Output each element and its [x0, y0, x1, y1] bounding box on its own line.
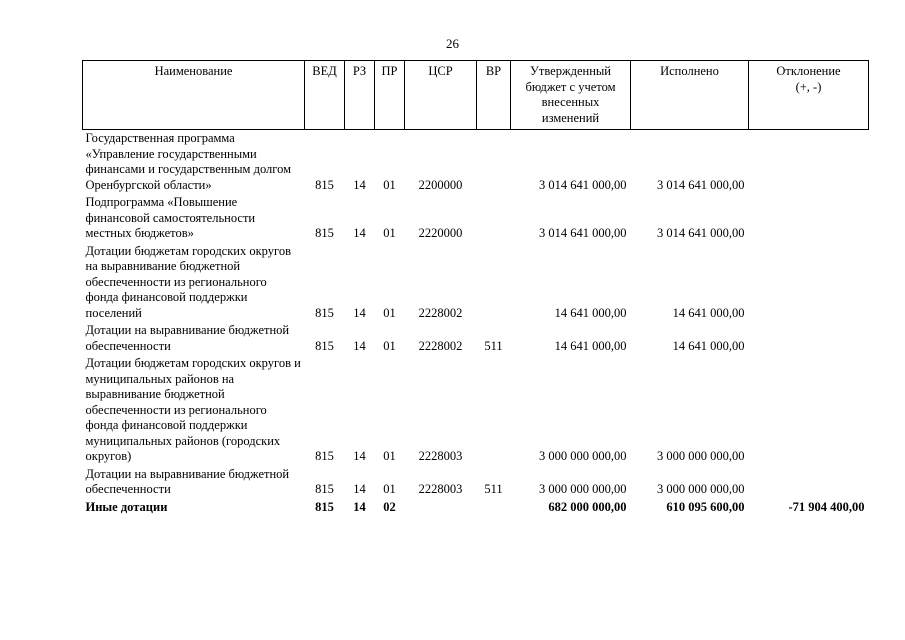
- cell-deviation: -71 904 400,00: [788, 499, 865, 514]
- cell-vr: [477, 499, 511, 517]
- table-row: [83, 194, 869, 243]
- header-executed: Исполнено: [631, 61, 749, 130]
- cell-executed: 14 641 000,00: [672, 338, 745, 353]
- cell-approved: 14 641 000,00: [554, 338, 627, 353]
- header-pr: ПР: [375, 61, 405, 130]
- cell-name: Дотации бюджетам городских округов и муниципальных районов на выравнивание бюджетной обеспеченности из регионального фонда финансовой поддержки муниципальных районов (городских округов): [85, 356, 301, 463]
- table-row: [83, 355, 869, 466]
- table-row: [83, 243, 869, 323]
- cell-pr: 01: [383, 177, 396, 192]
- cell-deviation: [749, 466, 869, 499]
- cell-approved: 14 641 000,00: [554, 305, 627, 320]
- cell-executed: 3 014 641 000,00: [657, 226, 745, 240]
- cell-executed: 3 000 000 000,00: [657, 449, 745, 463]
- cell-approved: 3 014 641 000,00: [539, 177, 627, 192]
- cell-pr: 01: [383, 338, 396, 353]
- cell-vr: 511: [484, 338, 503, 353]
- table-row: [83, 130, 869, 195]
- cell-vr: 511: [484, 482, 503, 496]
- cell-ved: 815: [315, 177, 334, 192]
- cell-pr: 01: [383, 449, 396, 463]
- table-row: [83, 499, 869, 517]
- cell-pr: 01: [383, 305, 396, 320]
- cell-rz: 14: [353, 449, 366, 463]
- table-row: [83, 322, 869, 355]
- cell-rz: 14: [353, 226, 366, 240]
- cell-approved: 682 000 000,00: [548, 499, 627, 514]
- header-ved: ВЕД: [305, 61, 345, 130]
- cell-csr: 2228003: [418, 482, 463, 496]
- cell-csr: 2220000: [418, 226, 463, 240]
- cell-rz: 14: [353, 482, 366, 496]
- cell-vr: [477, 194, 511, 243]
- table-row: [83, 466, 869, 499]
- cell-deviation: [749, 355, 869, 466]
- cell-pr: 02: [383, 499, 396, 514]
- cell-approved: 3 014 641 000,00: [539, 226, 627, 240]
- table-body: [83, 130, 869, 517]
- cell-deviation: [749, 194, 869, 243]
- cell-ved: 815: [315, 499, 334, 514]
- cell-deviation: [749, 130, 869, 195]
- cell-csr: 2228002: [418, 305, 463, 320]
- cell-executed: 14 641 000,00: [672, 305, 745, 320]
- cell-ved: 815: [315, 305, 334, 320]
- cell-name: Дотации бюджетам городских округов на выравнивание бюджетной обеспеченности из регионального фонда финансовой поддержки поселений: [85, 243, 291, 320]
- cell-ved: 815: [315, 338, 334, 353]
- cell-name: Иные дотации: [85, 499, 168, 514]
- cell-ved: 815: [315, 482, 334, 496]
- cell-executed: 3 014 641 000,00: [657, 177, 745, 192]
- cell-csr: 2228002: [418, 338, 463, 353]
- header-approved: Утвержденный бюджет с учетом внесенных изменений: [511, 61, 631, 130]
- cell-vr: [477, 130, 511, 195]
- cell-rz: 14: [353, 499, 366, 514]
- cell-rz: 14: [353, 338, 366, 353]
- cell-pr: 01: [383, 226, 396, 240]
- header-csr: ЦСР: [405, 61, 477, 130]
- cell-rz: 14: [353, 177, 366, 192]
- cell-ved: 815: [315, 226, 334, 240]
- page-number: 26: [446, 36, 459, 51]
- cell-deviation: [749, 322, 869, 355]
- cell-ved: 815: [315, 449, 334, 463]
- budget-execution-table: [82, 60, 869, 516]
- cell-rz: 14: [353, 305, 366, 320]
- cell-vr: [477, 355, 511, 466]
- cell-executed: 610 095 600,00: [666, 499, 745, 514]
- header-rz: РЗ: [345, 61, 375, 130]
- table-header-row: [83, 61, 869, 130]
- cell-approved: 3 000 000 000,00: [539, 449, 627, 463]
- header-name: Наименование: [83, 61, 305, 130]
- cell-csr: 2228003: [418, 449, 463, 463]
- cell-csr: 2200000: [418, 177, 463, 192]
- cell-vr: [477, 243, 511, 323]
- cell-name: Дотации на выравнивание бюджетной обеспеченности: [85, 323, 290, 353]
- cell-csr: [405, 499, 477, 517]
- cell-deviation: [749, 243, 869, 323]
- header-vr: ВР: [477, 61, 511, 130]
- cell-pr: 01: [383, 482, 396, 496]
- cell-executed: 3 000 000 000,00: [657, 482, 745, 496]
- cell-name: Дотации на выравнивание бюджетной обеспеченности: [85, 466, 290, 496]
- cell-name: Подпрограмма «Повышение финансовой самостоятельности местных бюджетов»: [85, 195, 256, 240]
- header-deviation: Отклонение (+, -): [749, 61, 869, 130]
- cell-name: Государственная программа «Управление государственными финансами и государственным долгом Оренбургской области»: [85, 131, 292, 192]
- cell-approved: 3 000 000 000,00: [539, 482, 627, 496]
